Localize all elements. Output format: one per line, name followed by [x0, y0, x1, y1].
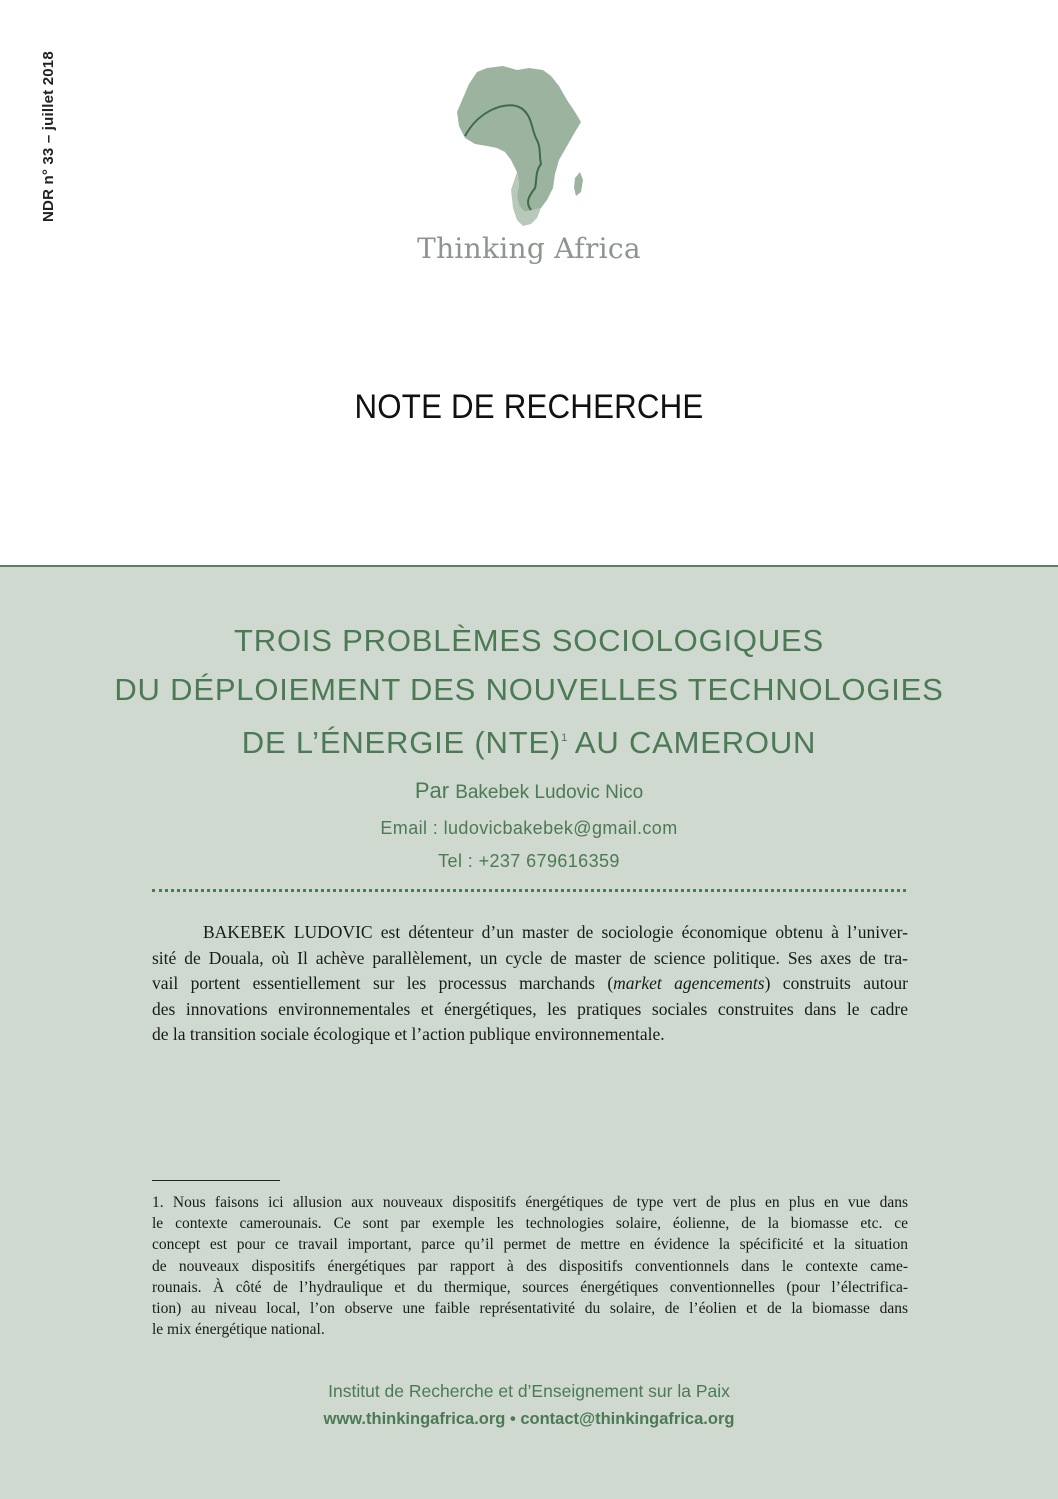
bio-line: [152, 971, 908, 997]
footnote-line: concept est pour ce travail important, parce qu’il permet de mettre en évidence la spécificité et la situation: [152, 1236, 908, 1254]
footnote-line: de nouveaux dispositifs énergétiques par rapport à des dispositifs conventionnels dans le contexte came-: [152, 1257, 908, 1275]
title-line-1: TROIS PROBLÈMES SOCIOLOGIQUES: [234, 623, 824, 658]
footnote-rule: [152, 1180, 280, 1181]
institute-name: Institut de Recherche et d’Enseignement sur la Paix: [328, 1381, 730, 1401]
bio-line: des innovations environnementales et énergétiques, les pratiques sociales construites dans le cadre: [152, 998, 908, 1019]
document-type-heading: NOTE DE RECHERCHE: [354, 388, 704, 426]
author-tel: +237 679616359: [478, 851, 620, 871]
author-email-line: [0, 818, 1058, 839]
footnote-line: le mix énergétique national.: [152, 1321, 325, 1339]
title-line-3: [0, 714, 1058, 767]
author-bio: [152, 920, 908, 1048]
bio-line-3-before: vail portent essentiellement sur les processus marchands (: [152, 973, 614, 993]
tel-label: Tel :: [438, 851, 474, 871]
author-prefix: Par: [414, 778, 450, 803]
bio-italic-term: market agencements: [613, 973, 765, 993]
footnote-line: tion) au niveau local, l’on observe une faible représentativité du solaire, de l’éolien et de la biomasse dans: [152, 1299, 908, 1317]
email-label: Email :: [380, 818, 439, 838]
footnote: [152, 1192, 908, 1340]
logo-text: Thinking Africa: [417, 232, 641, 265]
dotted-divider: [152, 889, 906, 892]
title-line-3-prefix: DE L’ÉNERGIE (NTE): [241, 725, 562, 760]
footnote-line: 1. Nous faisons ici allusion aux nouveaux dispositifs énergétiques de type vert de plus en plus en vue dans: [152, 1194, 908, 1211]
author-tel-line: [0, 851, 1058, 872]
footer-links: [0, 1410, 1058, 1429]
author-email[interactable]: ludovicbakebek@gmail.com: [443, 818, 678, 838]
website-link[interactable]: www.thinkingafrica.org: [323, 1410, 506, 1428]
footnote-reference[interactable]: 1: [561, 732, 568, 744]
bio-line: BAKEBEK LUDOVIC est détenteur d’un master de sociologie économique obtenu à l’univer-: [203, 922, 908, 942]
article-title: [0, 616, 1058, 767]
footnote-line: rounais. À côté de l’hydraulique et du thermique, sources énergétiques conventionnelles (pour l’électrifica-: [152, 1278, 908, 1296]
bio-line-3-after: ) construits autour: [764, 973, 908, 993]
contact-email-link[interactable]: contact@thinkingafrica.org: [520, 1410, 735, 1428]
footnote-line: le contexte camerounais. Ce sont par exemple les technologies solaire, éolienne, de la biomasse etc. ce: [152, 1215, 908, 1233]
author-name: Bakebek Ludovic Nico: [455, 782, 644, 803]
issue-label: NDR n° 33 – juillet 2018: [40, 51, 57, 222]
title-line-2: DU DÉPLOIEMENT DES NOUVELLES TECHNOLOGIES: [114, 672, 944, 707]
bio-line: sité de Douala, où Il achève parallèlement, un cycle de master de science politique. Ses axes de tra-: [152, 947, 908, 968]
footer-separator: •: [509, 1410, 516, 1428]
title-line-3-suffix: AU CAMEROUN: [567, 725, 817, 760]
bio-line: de la transition sociale écologique et l’action publique environnementale.: [152, 1024, 665, 1044]
author-line: [0, 778, 1058, 804]
